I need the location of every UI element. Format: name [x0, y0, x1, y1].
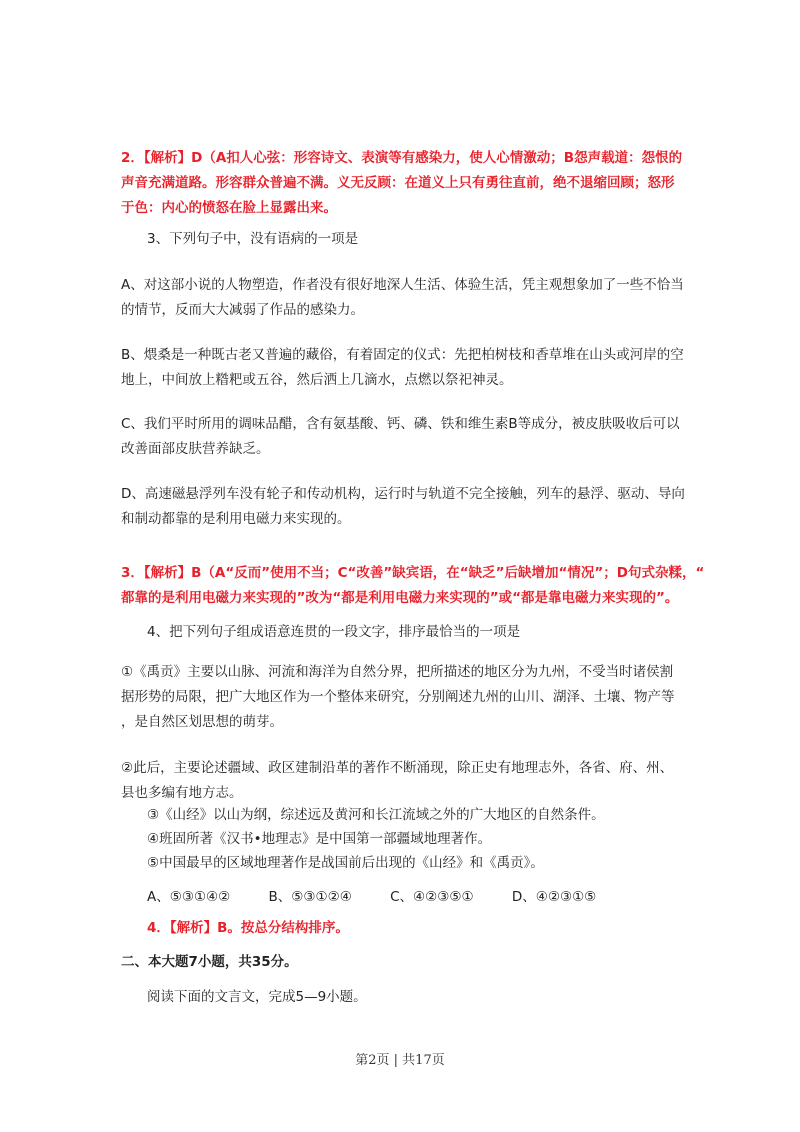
section-instruction: 阅读下面的文言文，完成5—9小题。 [147, 989, 367, 1005]
section-heading: 二、本大题7小题，共35分。 [121, 954, 298, 970]
q4-sentence-2: ②此后，主要论述疆域、政区建制沿革的著作不断涌现，除正史有地理志外，各省、府、州、 县也多编有地方志。 [121, 760, 674, 801]
q3-answer: 3．【解析】B（A“反而”使用不当；C“改善”缺宾语，在“缺乏”后缺增加“情况”；D句式杂糅，“ 都靠的是利用电磁力来实现的”改为“都是利用电磁力来实现的”或“都是靠电磁力来实现的”。 [121, 565, 705, 606]
q2-answer-line: 于色：内心的愤怒在脸上显露出来。 [121, 200, 337, 216]
q2-answer [121, 146, 681, 221]
q3-stem: 3、下列句子中，没有语病的一项是 [147, 231, 359, 247]
q3-option-c: C、我们平时所用的调味品醋，含有氨基酸、钙、磷、铁和维生素B等成分，被皮肤吸收后可以 改善面部皮肤营养缺乏。 [121, 416, 680, 457]
q4-sentence-4: ④班固所著《汉书•地理志》是中国第一部疆域地理著作。 [147, 831, 492, 847]
q3-option-a: A、对这部小说的人物塑造，作者没有很好地深人生活、体验生活，凭主观想象加了一些不恰当 的情节，反而大大减弱了作品的感染力。 [121, 277, 684, 318]
q2-answer-line: 2．【解析】D（A扣人心弦：形容诗文、表演等有感染力，使人心情激动；B怨声载道：怨恨的 [121, 150, 683, 166]
q4-sentence-5: ⑤中国最早的区域地理著作是战国前后出现的《山经》和《禹贡》。 [147, 855, 544, 871]
q3-option-d: D、高速磁悬浮列车没有轮子和传动机构，运行时与轨道不完全接触，列车的悬浮、驱动、导向 和制动都靠的是利用电磁力来实现的。 [121, 486, 685, 527]
q4-stem: 4、把下列句子组成语意连贯的一段文字，排序最恰当的一项是 [147, 624, 521, 640]
q2-answer-line: 声音充满道路。形容群众普遍不满。义无反顾：在道义上只有勇往直前，绝不退缩回顾；怒形 [121, 175, 675, 191]
q3-option-b: B、煨桑是一种既古老又普遍的藏俗，有着固定的仪式：先把柏树枝和香草堆在山头或河岸的空 地上，中间放上糌粑或五谷，然后洒上几滴水，点燃以祭祀神灵。 [121, 347, 684, 388]
q4-choice-a: A、⑤③①④② [147, 889, 231, 905]
q4-choice-d: D、④②③①⑤ [511, 889, 597, 905]
page-footer: 第2页 | 共17页 [355, 1053, 445, 1068]
q4-choices [147, 885, 630, 905]
q4-sentence-1: ①《禹贡》主要以山脉、河流和海洋为自然分界，把所描述的地区分为九州，不受当时诸侯割 据形势的局限，把广大地区作为一个整体来研究，分别阐述九州的山川、湖泽、土壤、物产等 ，是自然区划思想的萌芽。 [121, 664, 675, 730]
q4-sentence-3: ③《山经》以山为纲，综述远及黄河和长江流域之外的广大地区的自然条件。 [147, 807, 605, 823]
q4-choice-c: C、④②③⑤① [390, 889, 474, 905]
q4-answer: 4．【解析】B。按总分结构排序。 [147, 920, 349, 936]
q4-choice-b: B、⑤③①②④ [268, 889, 352, 905]
